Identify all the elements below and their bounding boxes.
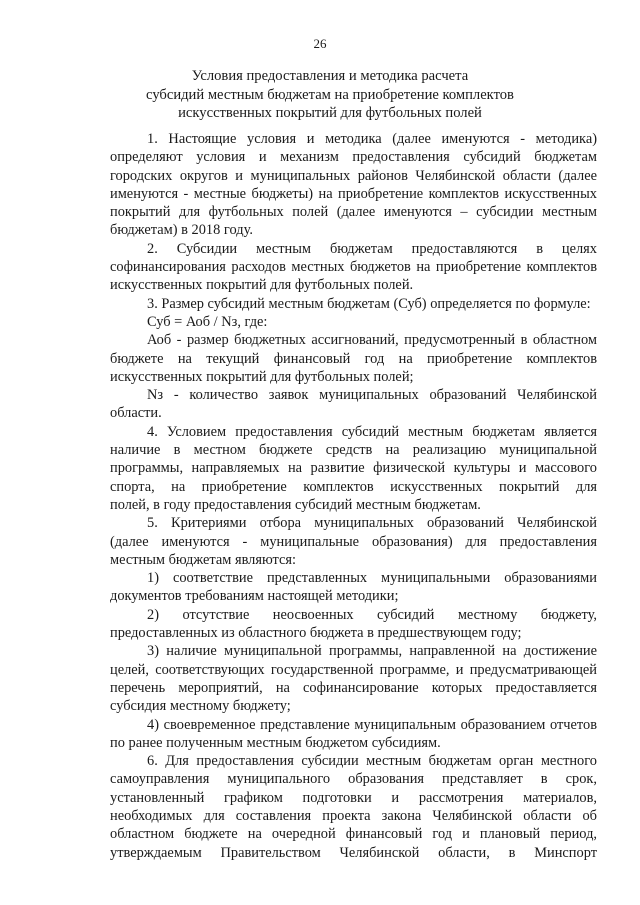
body-text-line: наличие в местном бюджете средств на реализацию муниципальной — [110, 442, 597, 459]
body-text-line: 6. Для предоставления субсидии местным бюджетам орган местного — [147, 753, 597, 770]
body-text-line: местным бюджетам являются: — [110, 551, 297, 568]
body-text-line: области. — [110, 405, 162, 422]
body-text-line: 2) отсутствие неосвоенных субсидий местному бюджету, — [147, 606, 597, 623]
body-text-line: по ранее полученным местным бюджетом субсидиям. — [110, 734, 441, 751]
body-text-line: искусственных покрытий для футбольных полей; — [110, 368, 414, 385]
title-line: искусственных покрытий для футбольных полей — [178, 105, 482, 121]
page-number: 26 — [313, 36, 327, 51]
body-text-line: 4) своевременное представление муниципальным образованием отчетов — [147, 716, 597, 733]
title-line: субсидий местным бюджетам на приобретение комплектов — [146, 86, 514, 103]
body-text-line: утверждаемым Правительством Челябинской области, в Минспорт — [110, 844, 597, 861]
document-body — [110, 130, 597, 862]
body-text-line: именуются - местные бюджеты) на приобретение комплектов искусственных — [110, 185, 597, 202]
body-text-line: 5. Критериями отбора муниципальных образований Челябинской — [147, 515, 597, 532]
body-text-line: программы, направляемых на развитие физической культуры и массового — [110, 460, 597, 477]
body-text-line: Nз - количество заявок муниципальных образований Челябинской — [147, 387, 597, 404]
body-text-line: бюджетам) в 2018 году. — [110, 222, 253, 239]
body-text-line: субсидия местному бюджету; — [110, 698, 291, 715]
body-text-line: городских округов и муниципальных районов Челябинской области (далее — [110, 167, 597, 184]
body-text-line: 1. Настоящие условия и методика (далее именуются - методика) — [147, 131, 597, 147]
body-text-line: документов требованиям настоящей методики; — [110, 588, 399, 605]
body-text-line: Суб = Аоб / Nз, где: — [147, 313, 268, 330]
body-text-line: (далее именуются - муниципальные образования) для предоставления — [110, 533, 597, 550]
body-text-line: определяют условия и механизм предоставления субсидий бюджетам — [110, 149, 597, 166]
body-text-line: искусственных покрытий для футбольных полей. — [110, 277, 414, 294]
body-text-line: 1) соответствие представленных муниципальными образованиями — [147, 570, 597, 587]
body-text-line: установленный графиком подготовки и рассмотрения материалов, — [110, 789, 597, 806]
body-text-line: предоставленных из областного бюджета в предшествующем году; — [110, 625, 522, 642]
body-text-line: целей, соответствующих государственной программе, и предусматривающей — [110, 661, 597, 678]
body-text-line: 2. Субсидии местным бюджетам предоставляются в целях — [147, 240, 597, 257]
document-title — [110, 67, 550, 123]
title-line: Условия предоставления и методика расчета — [191, 68, 469, 84]
body-text-line: софинансирования расходов местных бюджетов на приобретение комплектов — [110, 259, 597, 276]
body-text-line: 3. Размер субсидий местным бюджетам (Суб) определяется по формуле: — [147, 295, 591, 312]
body-text-line: самоуправления муниципального образования представляет в срок, — [110, 771, 597, 788]
body-text-line: 4. Условием предоставления субсидий местным бюджетам является — [147, 423, 597, 440]
body-text-line: покрытий для футбольных полей (далее именуются – субсидии местным — [110, 204, 597, 221]
body-text-line: областном бюджете на очередной финансовый год и плановый период, — [110, 826, 597, 843]
body-text-line: полей, в году предоставления субсидий местным бюджетам. — [110, 496, 481, 513]
body-text-line: спорта, на приобретение комплектов искусственных покрытий для — [110, 478, 597, 495]
body-text-line: бюджете на текущий финансовый год на приобретение комплектов — [110, 350, 597, 367]
body-text-line: Аоб - размер бюджетных ассигнований, предусмотренный в областном — [147, 332, 597, 349]
body-text-line: 3) наличие муниципальной программы, направленной на достижение — [147, 643, 597, 660]
body-text-line: необходимых для составления проекта закона Челябинской области об — [110, 807, 597, 824]
body-text-line: перечень мероприятий, на софинансирование которых предоставляется — [110, 679, 597, 696]
